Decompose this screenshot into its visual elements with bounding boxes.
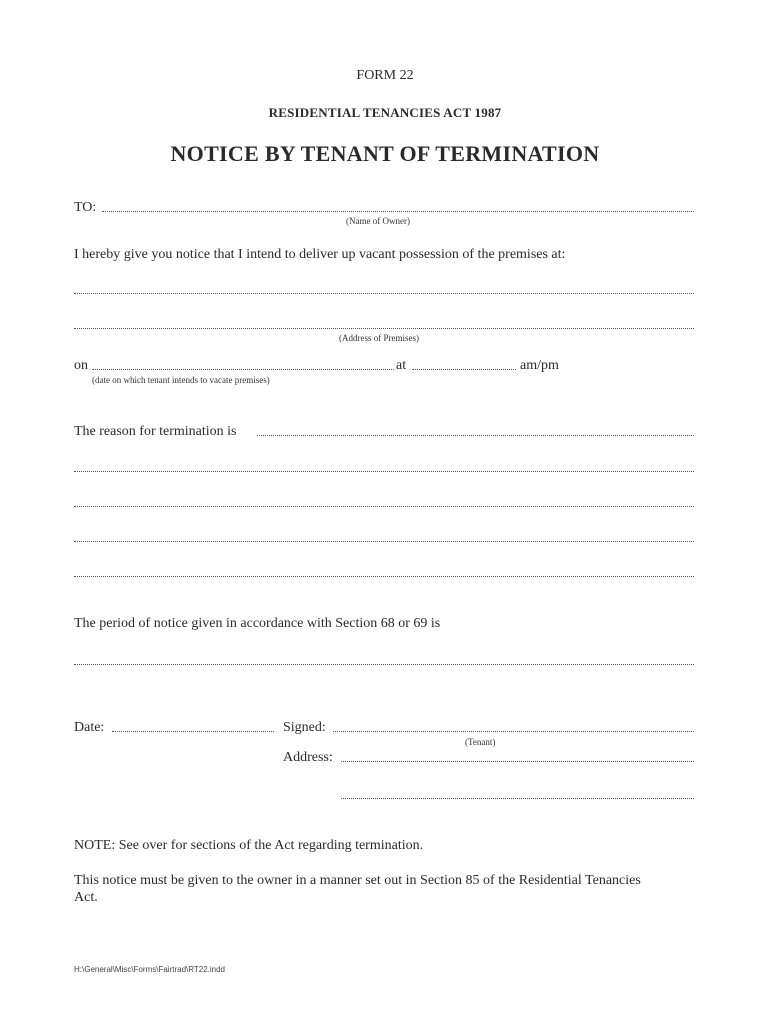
reason-field-4[interactable] — [74, 529, 694, 545]
notice-period-field[interactable] — [74, 652, 694, 668]
tenant-address-dotted-line-2 — [341, 798, 694, 799]
to-label: TO: — [74, 200, 97, 215]
premises-address-field-2[interactable] — [74, 316, 694, 332]
vacate-date-field[interactable] — [92, 357, 394, 373]
vacate-on-label: on — [74, 358, 88, 373]
signature-field[interactable] — [333, 719, 694, 735]
vacate-date-caption: (date on which tenant intends to vacate premises) — [92, 375, 270, 385]
reason-dotted-line-5 — [74, 576, 694, 577]
page-title: NOTICE BY TENANT OF TERMINATION — [170, 141, 600, 166]
premises-address-caption: (Address of Premises) — [339, 333, 419, 343]
vacate-time-dotted-line — [412, 369, 516, 370]
reason-dotted-line-4 — [74, 541, 694, 542]
tenant-address-dotted-line-1 — [341, 761, 694, 762]
instruction-line-2: Act. — [74, 890, 98, 905]
premises-intro: I hereby give you notice that I intend to deliver up vacant possession of the premises at: — [74, 247, 566, 262]
act-name: RESIDENTIAL TENANCIES ACT 1987 — [268, 105, 502, 120]
note-text: NOTE: See over for sections of the Act regarding termination. — [74, 838, 424, 853]
reason-dotted-line-1 — [257, 435, 694, 436]
vacate-time-field[interactable] — [412, 357, 516, 373]
address-label: Address: — [283, 750, 333, 765]
reason-field-3[interactable] — [74, 494, 694, 510]
reason-field-5[interactable] — [74, 564, 694, 580]
notice-period-text: The period of notice given in accordance with Section 68 or 69 is — [74, 616, 441, 631]
notice-period-dotted-line — [74, 664, 694, 665]
premises-address-dotted-line-2 — [74, 328, 694, 329]
date-dotted-line — [112, 731, 274, 732]
date-field[interactable] — [112, 719, 274, 735]
owner-name-field[interactable] — [102, 199, 694, 215]
vacate-ampm-label: am/pm — [520, 358, 559, 373]
tenant-address-field-1[interactable] — [341, 749, 694, 765]
owner-name-dotted-line — [102, 211, 694, 212]
vacate-date-dotted-line — [92, 369, 394, 370]
reason-dotted-line-3 — [74, 506, 694, 507]
reason-label: The reason for termination is — [74, 424, 237, 439]
owner-name-caption: (Name of Owner) — [346, 216, 410, 226]
tenant-caption: (Tenant) — [465, 737, 496, 747]
signature-dotted-line — [333, 731, 694, 732]
vacate-at-label: at — [396, 358, 407, 373]
reason-field-2[interactable] — [74, 459, 694, 475]
date-label: Date: — [74, 720, 105, 735]
file-path-footer: H:\General\Misc\Forms\Fairtrad\RT22.indd — [74, 965, 226, 974]
reason-dotted-line-2 — [74, 471, 694, 472]
form-number: FORM 22 — [356, 68, 414, 83]
tenant-address-field-2[interactable] — [341, 786, 694, 802]
premises-address-dotted-line-1 — [74, 293, 694, 294]
reason-field-1[interactable] — [257, 423, 694, 439]
signed-label: Signed: — [283, 720, 326, 735]
premises-address-field-1[interactable] — [74, 281, 694, 297]
instruction-line-1: This notice must be given to the owner in a manner set out in Section 85 of the Residential Tenancies — [74, 873, 641, 888]
